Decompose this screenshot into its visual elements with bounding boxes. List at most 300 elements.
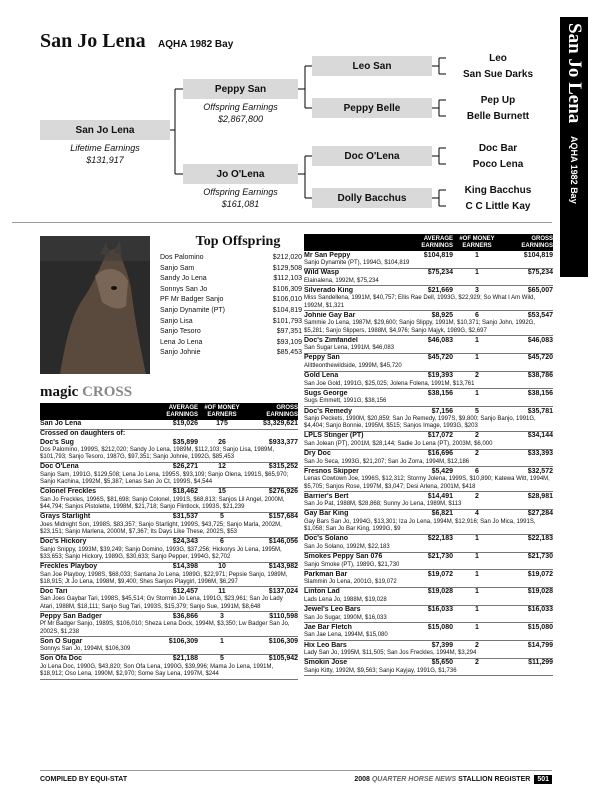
cross-entry [40, 637, 298, 655]
gross-earnings: $27,284 [527, 510, 553, 518]
cross-entry-row [40, 488, 298, 497]
sire-name: Wild Wasp [304, 269, 340, 277]
sire-name: Gay Bar King [304, 510, 349, 518]
side-tab-name: San Jo Lena [564, 23, 585, 124]
money-earners: 2 [475, 641, 479, 649]
pedigree-sire: Peppy San [183, 79, 298, 99]
magic-cross-right [304, 234, 553, 676]
sire-name: Doc's Solano [304, 535, 349, 543]
offspring-detail: Sugs Emmett, 1991G, $38,156 [304, 398, 387, 405]
cross-entry-row [304, 312, 553, 321]
offspring-detail: San Jae Lena, 1994M, $15,080 [304, 632, 388, 639]
cross-entry [40, 513, 298, 538]
avg-earnings: $14,398 [172, 563, 198, 571]
sire-name: Silverado King [304, 286, 354, 294]
money-earners: 5 [475, 407, 479, 415]
subject-earnings-block [40, 142, 170, 166]
sire-name: Son Ofa Doc [40, 655, 83, 663]
offspring-detail: San Joes Gaybar Tari, 1998S, $45,514; Gv Stormin Jo Lena, 1991G, $23,961; San Jo Lady Atari, 1988M, $18,111; Sanjo Sug Tari, 1993S, $15,379; Sanjo Sue, 1991M, $8,648 [40, 596, 283, 610]
sire-name: Linton Lad [304, 588, 340, 596]
cross-entry [304, 354, 553, 372]
cross-entry-row [304, 252, 553, 261]
gross-earnings: $32,572 [527, 467, 553, 475]
cross-entry-row [40, 655, 298, 664]
sire-name: Johnie Gay Bar [304, 311, 356, 319]
pedigree-great-6: Poco Lena [472, 158, 524, 170]
offspring-detail: Alittleonthewildside, 1999M, $45,720 [304, 362, 402, 369]
col-gross-earnings: GROSS EARNINGS [521, 235, 553, 249]
sire-name: Jae Bar Fletch [304, 623, 352, 631]
avg-earnings: $21,669 [427, 286, 453, 294]
pedigree-subject: San Jo Lena [40, 120, 170, 140]
offspring-name: Sanjo Tesoro [160, 328, 201, 336]
cross-entry-row [304, 571, 553, 580]
gross-earnings: $157,684 [268, 513, 298, 521]
cross-entry-row [304, 408, 553, 417]
cross-list-right [304, 251, 553, 676]
top-offspring-title: Top Offspring [195, 234, 281, 249]
subject-earnings-value: $131,917 [86, 155, 124, 165]
cross-entry-row [304, 535, 553, 544]
stallion-name: San Jo Lena [40, 30, 146, 52]
cross-entry [304, 553, 553, 571]
gross-earnings: $137,024 [268, 587, 298, 595]
gross-earnings: $34,144 [527, 432, 553, 440]
pedigree-chart [40, 52, 550, 224]
offspring-detail: Pf Mr Badger Sanjo, 1989S, $106,010; Sheza Lena Dock, 1994M, $3,350; Lw Badger San Jo, 2002S, $1,238 [40, 621, 290, 635]
cross-entry-row [40, 439, 298, 448]
offspring-detail: San Jo Freckles, 1996S, $81,698; Sanjo Colonel, 1991S, $68,813; Sanjos Lil Angel, 2000M, $44,794; Sanjos Pistolette, 1998M, $21,718; Sanjo Flintlock, 1993S, $21,239 [40, 496, 285, 511]
cross-entry [40, 655, 298, 680]
offspring-name: Sonnys San Jo [160, 285, 208, 293]
sire-name: Doc's Zimfandel [304, 336, 358, 344]
money-earners: 2 [475, 372, 479, 380]
cross-entry [304, 432, 553, 450]
avg-earnings: $21,188 [172, 655, 198, 663]
avg-earnings: $35,899 [172, 438, 198, 446]
gross-earnings: $19,028 [527, 588, 553, 596]
money-earners: 26 [218, 438, 226, 446]
cross-entry-row [304, 510, 553, 519]
cross-entry [304, 450, 553, 468]
gross-earnings: $53,547 [527, 311, 553, 319]
offspring-name: Sandy Jo Lena [160, 275, 207, 283]
page-number: 501 [534, 775, 552, 784]
offspring-earnings: $85,453 [276, 349, 302, 357]
col-average-earnings: AVERAGE EARNINGS [421, 235, 453, 249]
offspring-name: Sanjo Dynamite (PT) [160, 306, 225, 314]
cross-entry [304, 286, 553, 311]
money-earners: 5 [220, 655, 224, 663]
top-offspring-item [160, 274, 302, 285]
gross-earnings: $22,183 [527, 535, 553, 543]
cross-entry [304, 336, 553, 354]
dam-earnings-value: $161,081 [221, 199, 260, 209]
cross-entry-row [304, 606, 553, 615]
footer-credit: COMPILED BY EQUI-STAT [40, 776, 128, 783]
avg-earnings: $6,821 [431, 510, 453, 518]
dam-earnings-block [183, 186, 298, 210]
money-earners: 1 [475, 606, 479, 614]
cross-entry-row [304, 553, 553, 562]
footer-section: STALLION REGISTER [458, 776, 531, 783]
gross-earnings: $45,720 [527, 354, 553, 362]
cross-entry-row [304, 450, 553, 459]
offspring-name: Dos Palomino [160, 254, 204, 261]
avg-earnings: $12,457 [172, 587, 198, 595]
cross-entry [304, 606, 553, 624]
avg-earnings: $21,730 [427, 553, 453, 561]
offspring-earnings: $101,793 [272, 317, 302, 325]
avg-earnings: $19,028 [427, 588, 453, 596]
sire-name: Doc's Sug [40, 438, 74, 446]
page-footer [40, 776, 552, 788]
sire-name: Peppy San [304, 354, 340, 362]
cross-entry [304, 570, 553, 588]
gross-earnings: $75,234 [527, 269, 553, 277]
gross-earnings: $33,393 [527, 450, 553, 458]
cross-entry-row [40, 563, 298, 572]
row-gross: $3,329,621 [262, 420, 298, 427]
offspring-detail: San Jo Solano, 1992M, $22,183 [304, 543, 390, 550]
top-offspring-item [160, 306, 302, 317]
gross-earnings: $106,309 [268, 637, 298, 645]
offspring-detail: Sanjo Dynamite (PT), 1994G, $104,819 [304, 260, 410, 266]
sire-name: Grays Starlight [40, 513, 91, 521]
offspring-detail: Sanjo Smoke (PT), 1989G, $21,730 [304, 561, 400, 568]
cross-entry-row [40, 463, 298, 472]
pedigree-great-8: C C Little Kay [465, 200, 531, 212]
stallion-registry: AQHA 1982 Bay [158, 39, 234, 50]
money-earners: 3 [475, 286, 479, 294]
top-offspring-item [160, 348, 302, 359]
offspring-detail: Dos Palomino, 1999S, $212,020; Sandy Jo Lena, 1989M, $112,103; Sanjo Lisa, 1989M, $101,793; Sanjo Tesoro, 1987G, $97,351; Sanjo Johnie, 1992G, $85,453 [40, 447, 275, 461]
offspring-detail: Sammie Jo Lena, 1987M, $29,600; Sanjo Slippy, 1991M, $10,371; Sanjo John, 1992G, $5,281; Sanjo Slippers, 1988M, $4,976; Sanjo Majyk, 1989G, $2,697 [304, 320, 536, 334]
pedigree-great-3: Pep Up [480, 94, 516, 106]
money-earners: 1 [475, 336, 479, 344]
cross-entry-row [304, 287, 553, 296]
money-earners: 2 [475, 492, 479, 500]
gross-earnings: $110,598 [269, 612, 298, 620]
column-header-bar [40, 403, 298, 420]
cross-entry [304, 588, 553, 606]
offspring-detail: Lenas Cowtown Joe, 1996S, $12,312; Stormy Jolena, 1999S, $10,890; Katewa Witt, 1994M, $5,705; Sanjos Rose, 1997M, $3,047; Desi Arlena, 2001M, $418 [304, 476, 550, 490]
top-offspring-item [160, 295, 302, 306]
offspring-detail: Sanjo Peckets, 1990M, $20,859; San Jo Remedy, 1997S, $9,800; Sanjo Banjo, 1991G, $4,404; Sanjo Bonnie, 1995M, $515; Sanjos Image, 1993G, $203 [304, 416, 536, 430]
sire-name: Doc Tari [40, 587, 68, 595]
cross-entry [304, 467, 553, 492]
avg-earnings: $14,491 [427, 492, 453, 500]
avg-earnings: $19,072 [427, 570, 453, 578]
cross-list-left [40, 438, 298, 680]
money-earners: 2 [475, 659, 479, 667]
gross-earnings: $65,007 [527, 286, 553, 294]
col-average-earnings: AVERAGE EARNINGS [166, 404, 198, 418]
cross-entry [304, 372, 553, 390]
cross-entry [304, 641, 553, 659]
footer-year: 2008 [354, 776, 370, 783]
offspring-earnings: $93,109 [276, 338, 302, 346]
money-earners: 12 [218, 463, 226, 471]
avg-earnings: $24,343 [172, 538, 198, 546]
cross-entry-row [304, 624, 553, 633]
offspring-name: PF Mr Badger Sanjo [160, 296, 224, 304]
section-divider [12, 222, 552, 223]
subject-earnings-label: Lifetime Earnings [70, 143, 140, 153]
magic-cross-title-1: magic [40, 384, 79, 400]
avg-earnings: $75,234 [427, 269, 453, 277]
sire-name: Doc's Hickory [40, 538, 87, 546]
pedigree-granddam-maternal: Dolly Bacchus [312, 188, 432, 208]
offspring-name: Sanjo Sam [160, 264, 195, 272]
money-earners: 6 [475, 311, 479, 319]
money-earners: 11 [218, 587, 226, 595]
sire-name: Smokes Peppy San 076 [304, 553, 383, 561]
money-earners: 3 [220, 612, 224, 620]
cross-entry [304, 269, 553, 287]
top-offspring-item [160, 338, 302, 349]
cross-entry [40, 538, 298, 563]
gross-earnings: $146,056 [268, 538, 298, 546]
offspring-earnings: $212,020 [272, 254, 302, 261]
magic-cross-title [40, 384, 298, 401]
cross-entry [40, 587, 298, 612]
cross-entry [304, 659, 553, 677]
avg-earnings: $15,080 [427, 623, 453, 631]
offspring-earnings: $104,819 [272, 306, 302, 314]
pedigree-dam: Jo O'Lena [183, 164, 298, 184]
gross-earnings: $315,252 [268, 463, 298, 471]
avg-earnings: $5,429 [431, 467, 453, 475]
money-earners: 1 [475, 535, 479, 543]
sire-name: Son O Sugar [40, 637, 83, 645]
offspring-earnings: $106,010 [272, 296, 302, 304]
avg-earnings: $17,072 [427, 432, 453, 440]
dam-earnings-label: Offspring Earnings [203, 187, 278, 197]
sire-name: Fresnos Skipper [304, 467, 359, 475]
pedigree-grandsire-maternal: Doc O'Lena [312, 146, 432, 166]
top-offspring [160, 234, 302, 359]
cross-entry-row [304, 432, 553, 441]
top-offspring-item [160, 285, 302, 296]
gross-earnings: $14,799 [527, 641, 553, 649]
sire-name: Hix Leo Bars [304, 641, 347, 649]
offspring-detail: Sanjo Sam, 1991G, $129,508; Lena Jo Lena, 1995S, $93,109; Sanjo Olena, 1991S, $65,970; Sanjo Kachina, 1992M, $5,387; Lenas San Jo Ct, 1999S, $4,544 [40, 471, 289, 486]
money-earners: 1 [220, 637, 224, 645]
cross-entry [40, 612, 298, 637]
gross-earnings: $16,033 [527, 606, 553, 614]
money-earners: 2 [475, 432, 479, 440]
side-tab [560, 17, 588, 277]
sire-earnings-value: $2,867,800 [217, 114, 264, 124]
top-offspring-item [160, 317, 302, 328]
pedigree-great-5: Doc Bar [478, 142, 518, 154]
avg-earnings: $26,271 [172, 463, 198, 471]
offspring-name: Sanjo Johnie [160, 349, 201, 357]
sire-name: Doc O'Lena [40, 463, 79, 471]
cross-entry [40, 563, 298, 588]
gross-earnings: $105,942 [268, 655, 298, 663]
offspring-detail: Miss Sandellena, 1991M, $40,757; Ellis Rae Dell, 1993G, $22,929; So What I Am Wild, 1992M, $1,321 [304, 295, 536, 309]
gross-earnings: $35,781 [527, 407, 553, 415]
cross-entry-row [304, 588, 553, 597]
avg-earnings: $7,156 [431, 407, 453, 415]
gross-earnings: $38,156 [527, 389, 553, 397]
cross-entry-row [304, 337, 553, 346]
avg-earnings: $16,033 [427, 606, 453, 614]
avg-earnings: $104,819 [423, 251, 453, 259]
cross-entry-row [40, 538, 298, 547]
sire-name: Dry Doc [304, 450, 331, 458]
gross-earnings: $933,377 [268, 438, 298, 446]
col-gross-earnings: GROSS EARNINGS [266, 404, 298, 418]
row-num: 175 [216, 420, 228, 427]
gross-earnings: $19,072 [527, 570, 553, 578]
gross-earnings: $104,819 [523, 251, 553, 259]
cross-entry-row [304, 468, 553, 477]
offspring-detail: Gay Bars San Jo, 1994G, $13,301; Iza Jo Lena, 1994M, $12,916; San Jo Mica, 1991S, $1,058; San Jo Bar King, 1999G, $9 [304, 518, 536, 533]
cross-entry-row [40, 638, 298, 647]
pedigree-grandsire-paternal: Leo San [312, 56, 432, 76]
avg-earnings: $8,925 [431, 311, 453, 319]
sire-name: Peppy San Badger [40, 612, 102, 620]
magic-cross-left [40, 384, 298, 680]
col-money-earners: #OF MONEY EARNERS [459, 235, 495, 249]
money-earners: 6 [220, 538, 224, 546]
top-offspring-item [160, 253, 302, 264]
money-earners: 15 [218, 488, 226, 496]
footer-publication: QUARTER HORSE NEWS [371, 776, 457, 783]
gross-earnings: $28,981 [527, 492, 553, 500]
offspring-earnings: $129,508 [272, 264, 302, 272]
cross-entry-row [40, 513, 298, 522]
sire-name: Smokin Jose [304, 659, 348, 667]
cross-entry [304, 389, 553, 407]
sire-name: Freckles Playboy [40, 563, 98, 571]
row-name: San Jo Lena [40, 420, 82, 427]
avg-earnings: $38,156 [427, 389, 453, 397]
cross-entry-row [304, 493, 553, 502]
horse-photo [40, 236, 150, 374]
cross-entry [304, 407, 553, 432]
money-earners: 1 [475, 354, 479, 362]
sire-name: Sugs George [304, 389, 348, 397]
sire-name: Gold Lena [304, 372, 339, 380]
offspring-detail: San Jo Pat, 1988M, $28,868; Sunny Jo Lena, 1989M, $113 [304, 501, 462, 508]
gross-earnings: $15,080 [527, 623, 553, 631]
avg-earnings: $36,866 [172, 612, 198, 620]
offspring-name: Sanjo Lisa [160, 317, 193, 325]
sire-name: Parkman Bar [304, 570, 348, 578]
money-earners: 4 [475, 510, 479, 518]
cross-entry-row [304, 659, 553, 668]
avg-earnings: $19,393 [427, 372, 453, 380]
cross-entry [40, 488, 298, 513]
money-earners: 1 [475, 269, 479, 277]
offspring-detail: Joes Midnight Son, 1998S, $83,357; Sanjo Starlight, 1999S, $43,725; Sanjo Marla, 2002M, $23,151; Sanjo Marlena, 2000M, $7,367; Its Days Like These, 2002S, $53 [40, 521, 282, 535]
offspring-detail: Sonnys San Jo, 1994M, $106,309 [40, 646, 131, 653]
pedigree-great-1: Leo [489, 52, 507, 64]
avg-earnings: $45,720 [427, 354, 453, 362]
sire-earnings-block [183, 101, 298, 125]
cross-entry [304, 492, 553, 510]
sire-name: Colonel Freckles [40, 488, 97, 496]
avg-earnings: $106,309 [168, 637, 198, 645]
offspring-detail: San Jolean (PT), 2001M, $28,144; Sadie Jo Lena (PT), 2003M, $6,000 [304, 440, 493, 447]
magic-cross-title-2: CROSS [82, 384, 133, 400]
cross-entry [40, 463, 298, 488]
row-avg: $19,026 [172, 420, 198, 427]
gross-earnings: $21,730 [527, 553, 553, 561]
cross-entry-row [40, 613, 298, 622]
gross-earnings: $143,982 [268, 563, 298, 571]
offspring-earnings: $97,351 [276, 328, 302, 336]
cross-entry [304, 510, 553, 535]
avg-earnings: $46,083 [427, 336, 453, 344]
cross-entry [304, 251, 553, 269]
gross-earnings: $11,299 [528, 659, 553, 667]
avg-earnings: $16,696 [427, 450, 453, 458]
gross-earnings: $38,786 [527, 372, 553, 380]
money-earners: 6 [475, 467, 479, 475]
sire-name: Barrier's Bert [304, 492, 349, 500]
cross-entry [304, 311, 553, 336]
money-earners: 1 [475, 623, 479, 631]
sire-name: Mr San Peppy [304, 251, 351, 259]
cross-entry-row [304, 642, 553, 651]
offspring-detail: Sanjo Kitty, 1992M, $9,563; Sanjo Kayjay, 1991G, $1,736 [304, 667, 457, 674]
pedigree-granddam-paternal: Peppy Belle [312, 98, 432, 118]
column-header-bar [304, 234, 553, 251]
money-earners: 10 [218, 563, 226, 571]
money-earners: 1 [475, 553, 479, 561]
cross-entry-row [304, 372, 553, 381]
offspring-detail: Lady San Jo, 1995M, $11,505; San Jos Freckles, 1994M, $3,294 [304, 650, 477, 657]
col-money-earners: #OF MONEY EARNERS [204, 404, 240, 418]
offspring-detail: San Joe Gold, 1991G, $25,025; Jolena Folena, 1991M, $13,761 [304, 380, 475, 387]
subject-summary-row [40, 420, 298, 430]
money-earners: 1 [475, 588, 479, 596]
avg-earnings: $31,537 [172, 513, 198, 521]
offspring-earnings: $112,103 [273, 275, 302, 283]
money-earners: 1 [475, 251, 479, 259]
cross-entry-row [304, 354, 553, 363]
offspring-detail: Jo Lena Doc, 1990G, $43,820; Son Ofa Lena, 1990G, $39,996; Mama Jo Lena, 1991M, $18,912; Oso Lena, 1990M, $2,970; Some Say Lena, 1997M, $244 [40, 663, 274, 678]
offspring-detail: San Jo Seca, 1993G, $21,207; San Jo Zorra, 1994M, $12,186 [304, 458, 470, 465]
offspring-detail: Sanjo Snippy, 1993M, $39,249; Sanjo Domino, 1993G, $37,256; Hickorys Jo Lena, 1995M, $33,653; Sanjo Hickory, 1989G, $30,633; Sanjo Pepper, 1994G, $2,702 [40, 546, 282, 560]
page-header [40, 30, 233, 53]
pedigree-great-4: Belle Burnett [466, 110, 530, 122]
gross-earnings: $276,926 [268, 488, 298, 496]
top-offspring-item [160, 327, 302, 338]
pedigree-great-7: King Bacchus [464, 184, 532, 196]
offspring-detail: San Sugar Lena, 1991M, $46,083 [304, 345, 395, 352]
offspring-name: Lena Jo Lena [160, 338, 203, 346]
offspring-detail: Elainalena, 1992M, $75,234 [304, 277, 379, 284]
top-offspring-item [160, 264, 302, 275]
cross-entry-row [40, 588, 298, 597]
money-earners: 5 [220, 513, 224, 521]
money-earners: 2 [475, 450, 479, 458]
offspring-detail: San Jo Sugar, 1990M, $16,033 [304, 614, 387, 621]
offspring-detail: Lads Lena Jo, 1988M, $19,028 [304, 596, 387, 603]
pedigree-great-2: San Sue Darks [462, 68, 534, 80]
cross-entry [304, 623, 553, 641]
cross-entry [40, 438, 298, 463]
offspring-detail: Slammin Jo Lena, 2001G, $19,072 [304, 579, 397, 586]
sire-name: Doc's Remedy [304, 407, 352, 415]
offspring-earnings: $106,309 [272, 285, 302, 293]
